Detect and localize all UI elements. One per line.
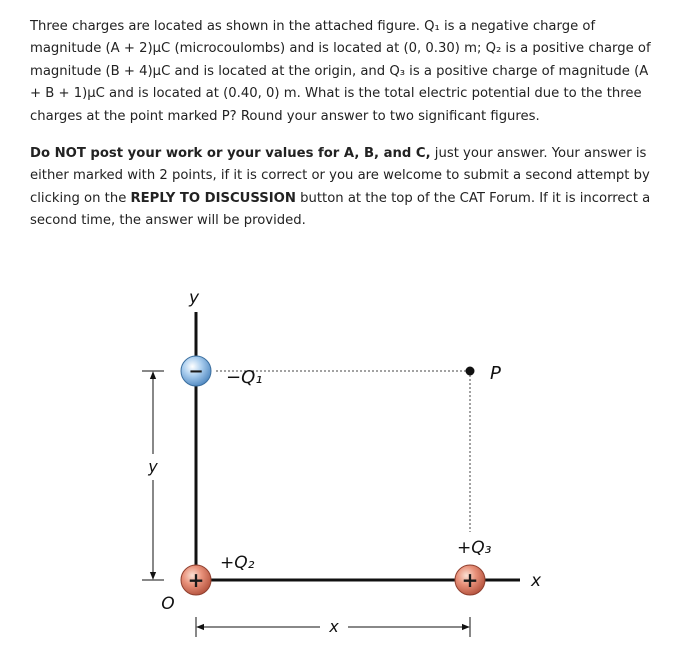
instructions-text-1: just your answer. Your answer is either marked with 2 points, if it is correct or you are welcome to submit a second attempt by clicking on the [30, 146, 650, 206]
q2-sign-icon: + [187, 568, 205, 592]
instructions-bold-warning: Do NOT post your work or your values for A, B, and C, [30, 146, 431, 161]
q3-label: +Q₃ [457, 538, 492, 558]
y-dimension-label: y [148, 457, 158, 476]
y-axis-label: y [188, 288, 200, 308]
x-axis-label: x [530, 571, 542, 591]
q1-label: −Q₁ [226, 367, 263, 388]
point-p-label: P [490, 363, 501, 384]
question-paragraph: Three charges are located as shown in the attached figure. Q₁ is a negative charge of magnitude (A + 2)μC (microcoulombs) and is located at (0, 0.30) m; Q₂ is a positive charge of magnitude (B + 4)μC and is located at the origin, and Q₃ is a positive charge of magnitude (A + B + 1)μC and is located at (0.40, 0) m. What is the total electric potential due to the three charges at the point marked P? Round your answer to two significant figures. [30, 19, 651, 124]
x-dimension-label: x [329, 617, 339, 636]
q2-label: +Q₂ [220, 553, 255, 573]
origin-label: O [161, 594, 175, 614]
point-p-marker [466, 367, 475, 376]
reply-to-discussion-label: REPLY TO DISCUSSION [130, 190, 296, 206]
instructions-text-2: button at the top of the CAT Forum. If it is incorrect a second time, the answer will be provided. [30, 190, 651, 229]
q1-sign-icon: − [188, 361, 204, 382]
q3-sign-icon: + [461, 568, 479, 592]
